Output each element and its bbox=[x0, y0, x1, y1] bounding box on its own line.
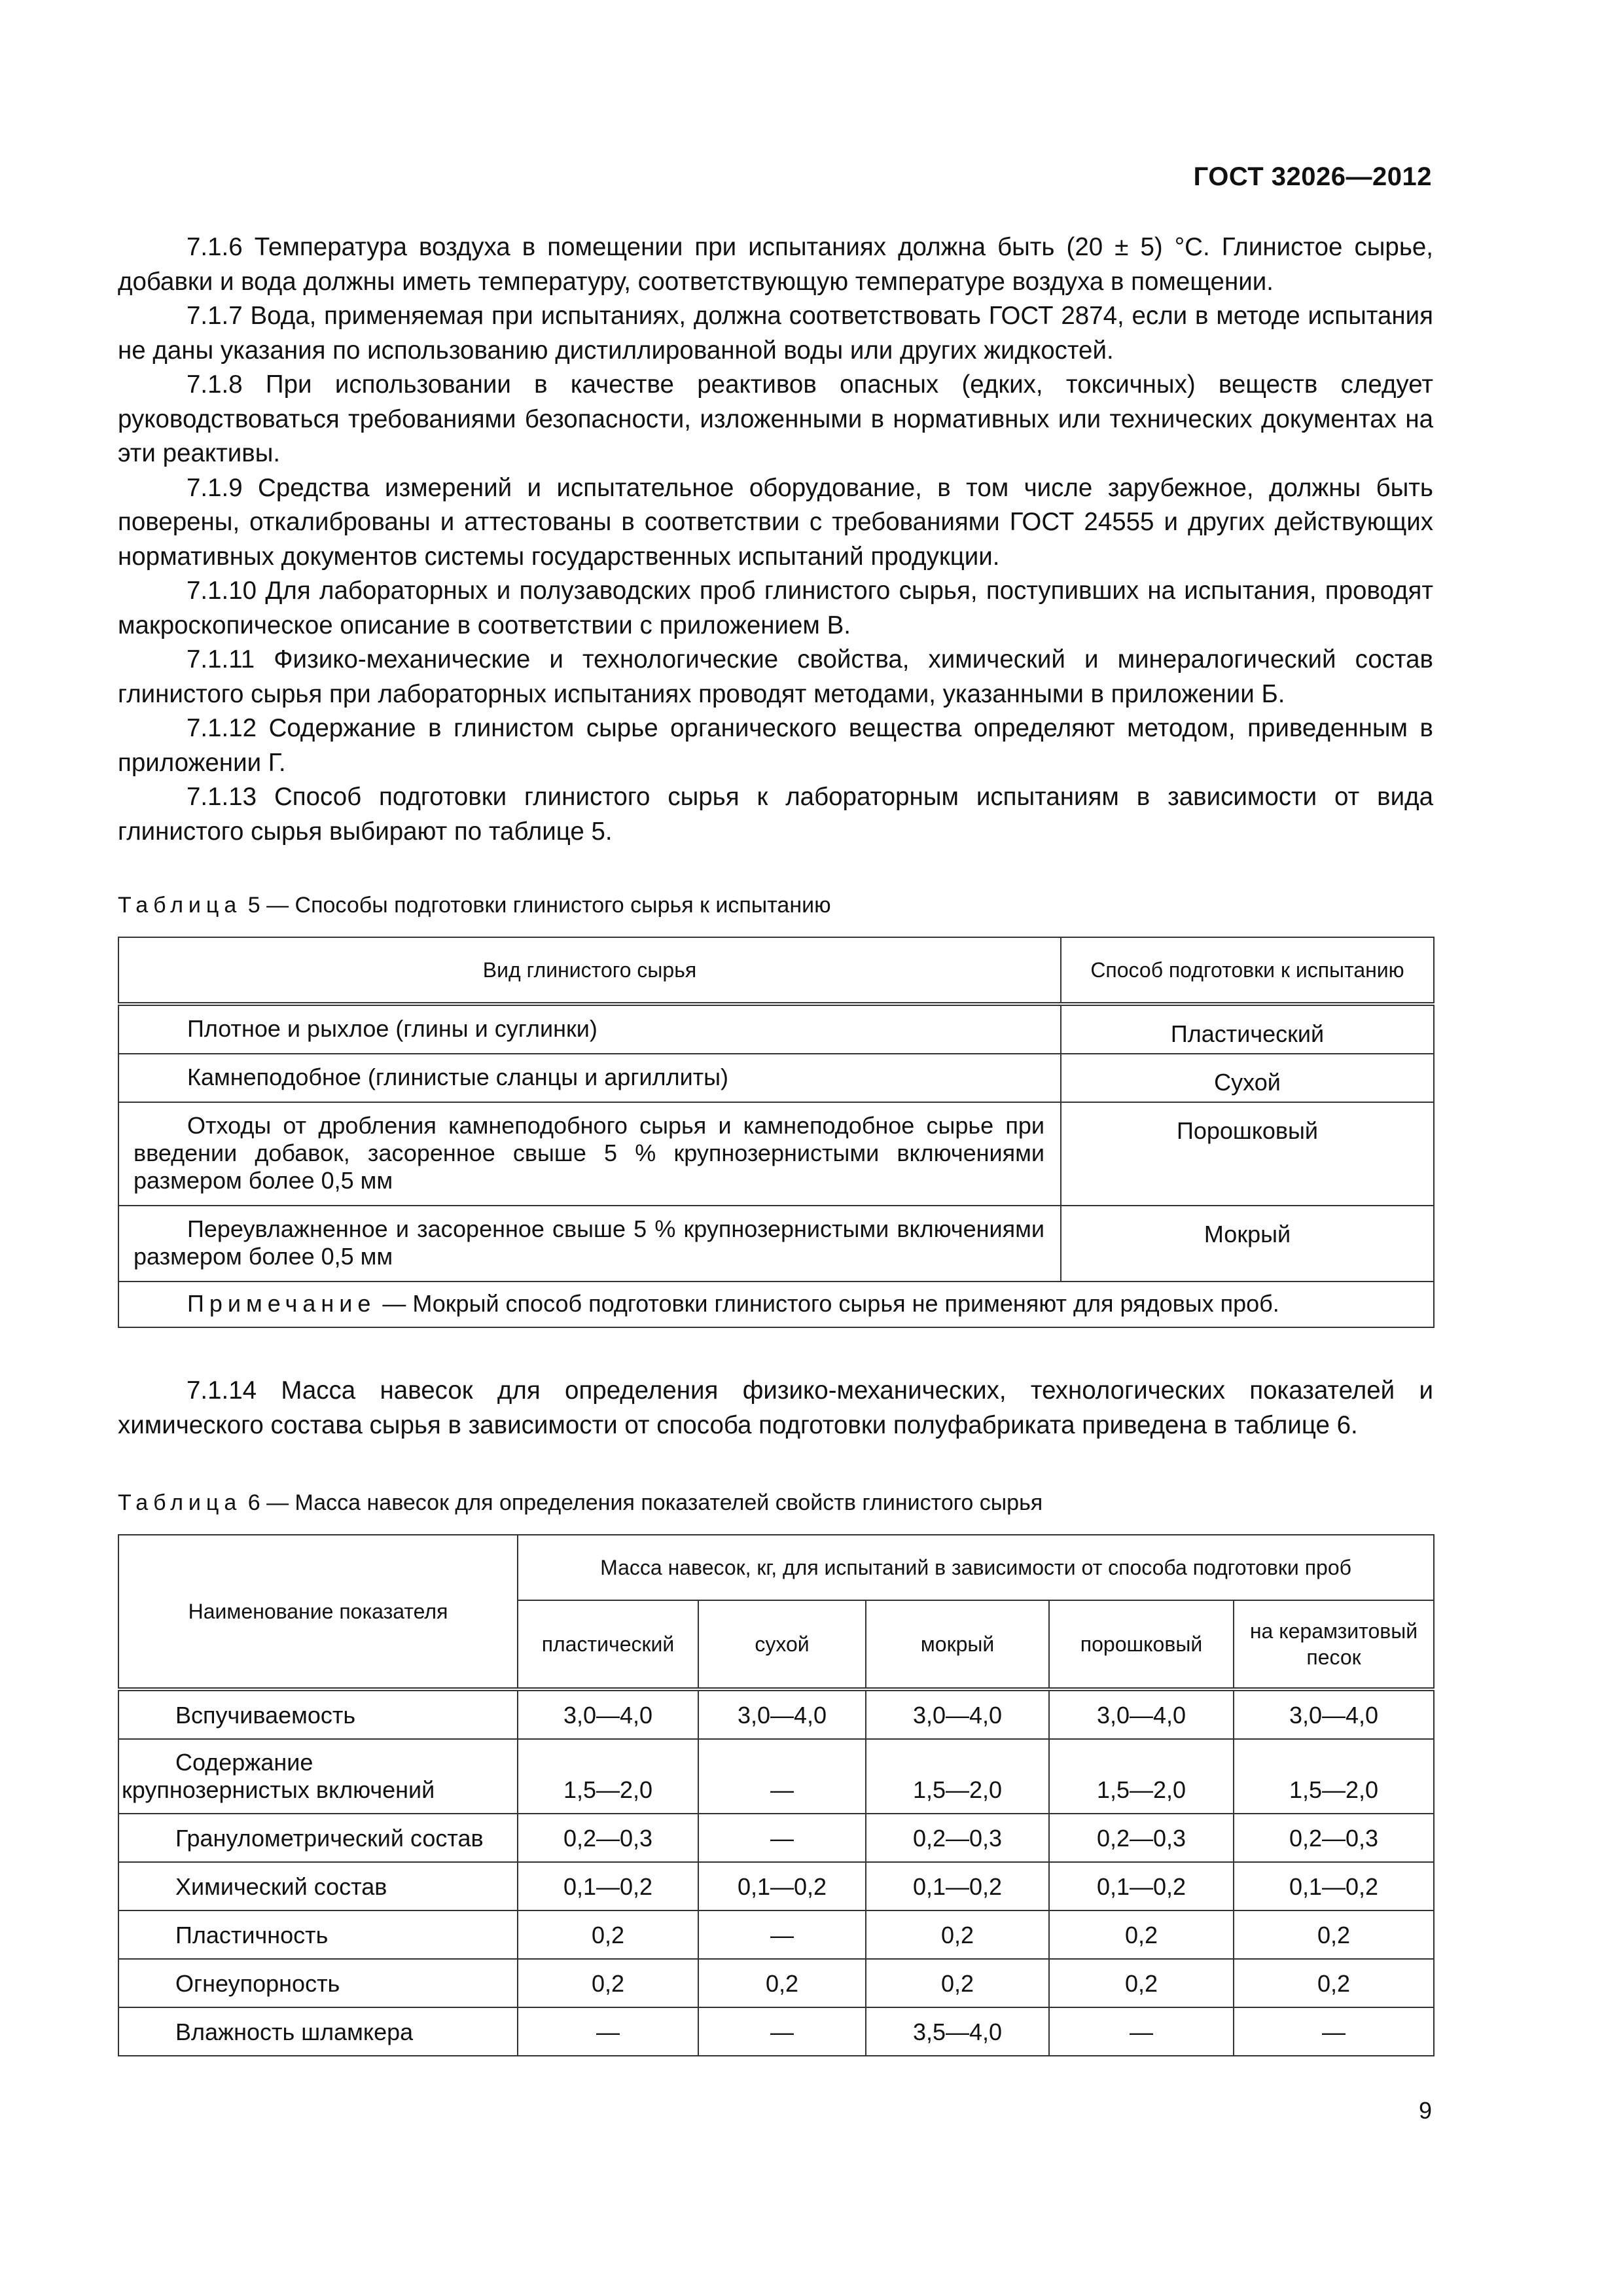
paragraph-7-1-12: 7.1.12 Содержание в глинистом сырье органического вещества определяют методом, приведенным в приложении Г. bbox=[118, 714, 1433, 777]
table5-note-row bbox=[118, 1282, 1434, 1327]
table6-cell: 3,0—4,0 bbox=[1234, 1689, 1434, 1739]
table6-cell: 0,1—0,2 bbox=[1049, 1862, 1234, 1910]
table6-cell: 3,0—4,0 bbox=[866, 1689, 1049, 1739]
table6-header-name: Наименование показателя bbox=[118, 1535, 518, 1689]
table6-cell: 3,5—4,0 bbox=[866, 2007, 1049, 2056]
table6-cell: 3,0—4,0 bbox=[698, 1689, 866, 1739]
paragraph-7-1-10: 7.1.10 Для лабораторных и полузаводских проб глинистого сырья, поступивших на испытания, проводят макроскопическое описание в соответствии с приложением В. bbox=[118, 577, 1433, 639]
table5-cell-method: Мокрый bbox=[1061, 1206, 1434, 1282]
table-row bbox=[118, 1814, 1434, 1862]
table6-cell: 0,1—0,2 bbox=[1234, 1862, 1434, 1910]
table6-cell: 0,2 bbox=[518, 1910, 698, 1959]
table5-cell-type: Плотное и рыхлое (глины и суглинки) bbox=[118, 1004, 1061, 1054]
table-row bbox=[118, 1862, 1434, 1910]
paragraph-7-1-11: 7.1.11 Физико-механические и технологические свойства, химический и минералогический состав глинистого сырья при лабораторных испытаниях проводят методами, указанными в приложении Б. bbox=[118, 645, 1433, 708]
table-row bbox=[118, 1206, 1434, 1282]
note-label: Примечание bbox=[187, 1290, 376, 1317]
table5 bbox=[118, 937, 1435, 1328]
table6-col-sand: на керамзитовый песок bbox=[1234, 1600, 1434, 1689]
table5-header-type: Вид глинистого сырья bbox=[118, 937, 1061, 1004]
table6-cell: 1,5—2,0 bbox=[1049, 1739, 1234, 1814]
table6-cell-name: Гранулометрический состав bbox=[118, 1814, 518, 1862]
paragraph-7-1-9: 7.1.9 Средства измерений и испытательное оборудование, в том числе зарубежное, должны быть поверены, откалиброваны и аттестованы в соответствии с требованиями ГОСТ 24555 и других действующих нормативных документов системы государственных испытаний продукции. bbox=[118, 473, 1433, 571]
table6-cell: 0,2 bbox=[1049, 1910, 1234, 1959]
table6-cell: 0,2 bbox=[1234, 1910, 1434, 1959]
table6-cell-name: Пластичность bbox=[118, 1910, 518, 1959]
table-row bbox=[118, 1054, 1434, 1102]
table6-cell: 0,2 bbox=[866, 1959, 1049, 2007]
table6-cell: — bbox=[698, 1910, 866, 1959]
table6-cell: 1,5—2,0 bbox=[1234, 1739, 1434, 1814]
table6-cell: 3,0—4,0 bbox=[518, 1689, 698, 1739]
table6-cell-name: Вспучиваемость bbox=[118, 1689, 518, 1739]
table6-caption bbox=[118, 1488, 1433, 1517]
table5-caption bbox=[118, 891, 1433, 920]
table6-cell: 0,2 bbox=[1049, 1959, 1234, 2007]
table6-cell: — bbox=[1049, 2007, 1234, 2056]
table6-col-powder: порошковый bbox=[1049, 1600, 1234, 1689]
table6-title: 6 — Масса навесок для определения показателей свойств глинистого сырья bbox=[241, 1490, 1043, 1515]
table6-col-dry: сухой bbox=[698, 1600, 866, 1689]
table6-header-group: Масса навесок, кг, для испытаний в зависимости от способа подготовки проб bbox=[518, 1535, 1434, 1600]
table6-label: Таблица bbox=[118, 1490, 242, 1515]
table6-cell: 0,2 bbox=[698, 1959, 866, 2007]
table6-cell: 0,2 bbox=[866, 1910, 1049, 1959]
table6-cell: 0,2—0,3 bbox=[866, 1814, 1049, 1862]
table6-cell: 0,2 bbox=[518, 1959, 698, 2007]
paragraph-7-1-14: 7.1.14 Масса навесок для определения физико-механических, технологических показателей и химического состава сырья в зависимости от способа подготовки полуфабриката приведена в таблице 6. bbox=[118, 1376, 1433, 1439]
table-row bbox=[118, 1739, 1434, 1814]
table6-cell: — bbox=[1234, 2007, 1434, 2056]
paragraph-7-1-8: 7.1.8 При использовании в качестве реактивов опасных (едких, токсичных) веществ следует руководствоваться требованиями безопасности, изложенными в нормативных или технических документах на эти реактивы. bbox=[118, 370, 1433, 467]
table5-cell-type: Отходы от дробления камнеподобного сырья и камнеподобное сырье при введении добавок, засоренное свыше 5 % крупнозернистыми включениями размером более 0,5 мм bbox=[118, 1102, 1061, 1206]
table6-cell-name: Огнеупорность bbox=[118, 1959, 518, 2007]
table6-cell: 0,1—0,2 bbox=[698, 1862, 866, 1910]
table6-cell: — bbox=[698, 1739, 866, 1814]
table6 bbox=[118, 1534, 1435, 2056]
table6-cell: 0,2—0,3 bbox=[1234, 1814, 1434, 1862]
table6-header-row bbox=[118, 1535, 1434, 1600]
table6-col-plastic: пластический bbox=[518, 1600, 698, 1689]
table5-title: 5 — Способы подготовки глинистого сырья к испытанию bbox=[241, 893, 831, 918]
table6-cell: 1,5—2,0 bbox=[518, 1739, 698, 1814]
table6-cell-name: Содержание крупнозернистых включений bbox=[118, 1739, 518, 1814]
table5-label: Таблица bbox=[118, 893, 242, 918]
paragraph-7-1-6: 7.1.6 Температура воздуха в помещении при испытаниях должна быть (20 ± 5) °С. Глинистое сырье, добавки и вода должны иметь температуру, соответствующую температуре воздуха в помещении. bbox=[118, 233, 1433, 296]
table5-header-method: Способ подготовки к испытанию bbox=[1061, 937, 1434, 1004]
page-number: 9 bbox=[1418, 2097, 1432, 2124]
table-row bbox=[118, 2007, 1434, 2056]
table6-cell: 0,2 bbox=[1234, 1959, 1434, 2007]
table6-cell: — bbox=[698, 2007, 866, 2056]
table-row bbox=[118, 1004, 1434, 1054]
table-row bbox=[118, 1102, 1434, 1206]
document-header: ГОСТ 32026—2012 bbox=[1193, 162, 1432, 191]
paragraph-7-1-13: 7.1.13 Способ подготовки глинистого сырья к лабораторным испытаниям в зависимости от вида глинистого сырья выбирают по таблице 5. bbox=[118, 783, 1433, 846]
note-text: — Мокрый способ подготовки глинистого сырья не применяют для рядовых проб. bbox=[376, 1290, 1279, 1317]
table-row bbox=[118, 1689, 1434, 1739]
table-row bbox=[118, 1910, 1434, 1959]
table5-cell-method: Пластический bbox=[1061, 1004, 1434, 1054]
document-body bbox=[118, 230, 1433, 2056]
table6-cell: 0,2—0,3 bbox=[518, 1814, 698, 1862]
table5-cell-type: Переувлажненное и засоренное свыше 5 % крупнозернистыми включениями размером более 0,5 мм bbox=[118, 1206, 1061, 1282]
table6-cell: 0,1—0,2 bbox=[866, 1862, 1049, 1910]
table6-col-wet: мокрый bbox=[866, 1600, 1049, 1689]
table-row bbox=[118, 1959, 1434, 2007]
table6-cell: — bbox=[698, 1814, 866, 1862]
table6-cell: 1,5—2,0 bbox=[866, 1739, 1049, 1814]
paragraph-7-1-7: 7.1.7 Вода, применяемая при испытаниях, должна соответствовать ГОСТ 2874, если в методе испытания не даны указания по использованию дистиллированной воды или других жидкостей. bbox=[118, 302, 1433, 365]
table6-cell: 0,2—0,3 bbox=[1049, 1814, 1234, 1862]
table6-cell: 3,0—4,0 bbox=[1049, 1689, 1234, 1739]
table6-cell: 0,1—0,2 bbox=[518, 1862, 698, 1910]
table5-header-row bbox=[118, 937, 1434, 1004]
table5-cell-type: Камнеподобное (глинистые сланцы и аргиллиты) bbox=[118, 1054, 1061, 1102]
table5-cell-method: Сухой bbox=[1061, 1054, 1434, 1102]
table5-cell-method: Порошковый bbox=[1061, 1102, 1434, 1206]
table6-cell-name: Влажность шламкера bbox=[118, 2007, 518, 2056]
table5-note bbox=[118, 1282, 1434, 1327]
table6-cell: — bbox=[518, 2007, 698, 2056]
table6-cell-name: Химический состав bbox=[118, 1862, 518, 1910]
